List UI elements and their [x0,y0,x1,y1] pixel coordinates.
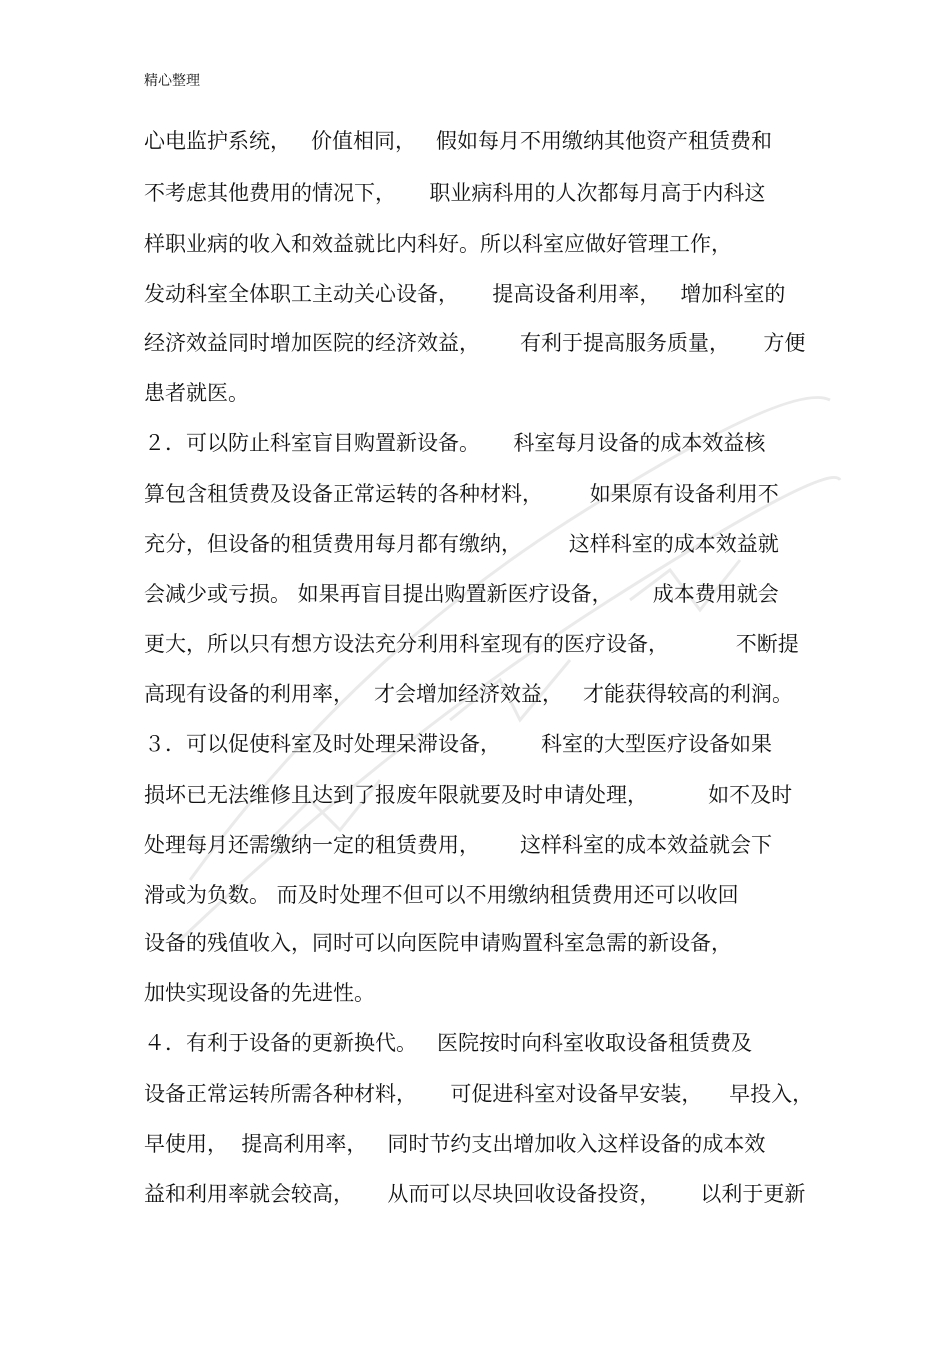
text-line: 不考虑其他费用的情况下， 职业病科用的人次都每月高于内科这 [144,181,766,205]
page-header-label: 精心整理 [144,73,200,89]
text-line: 患者就医。 [144,381,249,405]
text-line: 加快实现设备的先进性。 [144,981,375,1005]
text-line: 设备的残值收入，同时可以向医院申请购置科室急需的新设备， [144,931,732,955]
text-line: 发动科室全体职工主动关心设备， 提高设备利用率， 增加科室的 [144,282,786,306]
text-line: 高现有设备的利用率， 才会增加经济效益， 才能获得较高的利润。 [144,682,794,706]
text-line: 益和利用率就会较高， 从而可以尽块回收设备投资， 以利于更新 [144,1182,806,1206]
text-line: ４．有利于设备的更新换代。 医院按时向科室收取设备租赁费及 [144,1031,753,1055]
text-line: 设备正常运转所需各种材料， 可促进科室对设备早安装， 早投入， [144,1082,814,1106]
text-line: 经济效益同时增加医院的经济效益， 有利于提高服务质量， 方便 [144,331,806,355]
text-line: 会减少或亏损。 如果再盲目提出购置新医疗设备， 成本费用就会 [144,582,779,606]
text-line: 更大，所以只有想方设法充分利用科室现有的医疗设备， 不断提 [144,632,799,656]
text-line: ３．可以促使科室及时处理呆滞设备， 科室的大型医疗设备如果 [144,732,773,756]
text-line: 处理每月还需缴纳一定的租赁费用， 这样科室的成本效益就会下 [144,833,773,857]
text-line: ２．可以防止科室盲目购置新设备。 科室每月设备的成本效益核 [144,431,766,455]
text-line: 心电监护系统， 价值相同， 假如每月不用缴纳其他资产租赁费和 [144,129,773,153]
text-line: 算包含租赁费及设备正常运转的各种材料， 如果原有设备利用不 [144,482,779,506]
text-line: 损坏已无法维修且达到了报废年限就要及时申请处理， 如不及时 [144,783,793,807]
text-line: 早使用， 提高利用率， 同时节约支出增加收入这样设备的成本效 [144,1132,766,1156]
text-line: 样职业病的收入和效益就比内科好。所以科室应做好管理工作， [144,232,732,256]
text-line: 滑或为负数。 而及时处理不但可以不用缴纳租赁费用还可以收回 [144,883,739,907]
text-line: 充分，但设备的租赁费用每月都有缴纳， 这样科室的成本效益就 [144,532,779,556]
